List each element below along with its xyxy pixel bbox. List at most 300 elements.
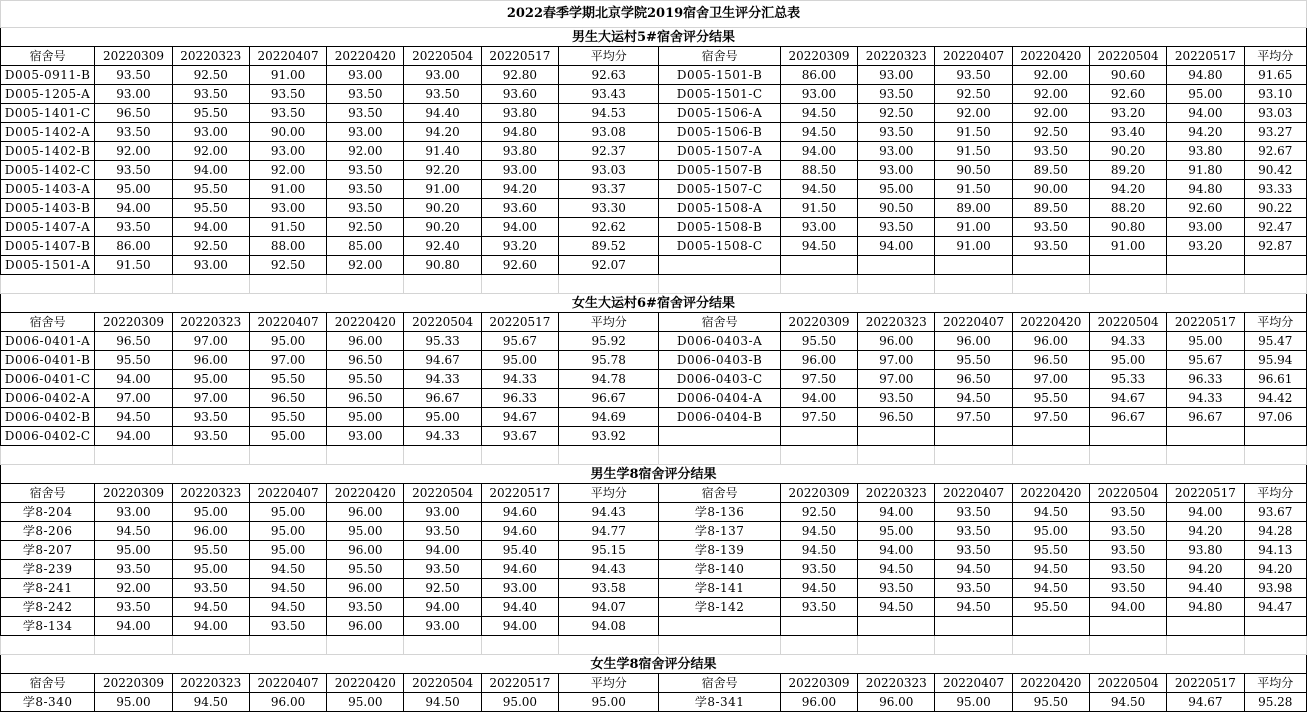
score-cell: 94.80 [1167,180,1244,199]
score-cell: 92.60 [1089,85,1166,104]
header-average: 平均分 [559,313,659,332]
section-spacer [1,446,1307,465]
room-number: 学8-204 [1,503,95,522]
header-date: 20220504 [1089,484,1166,503]
score-cell: 94.00 [1167,104,1244,123]
empty-cell [858,446,935,465]
score-cell: 95.00 [172,503,249,522]
score-cell: 91.50 [95,256,172,275]
score-cell: 96.67 [404,389,481,408]
score-cell: 95.50 [1012,389,1089,408]
empty-cell [1012,275,1089,294]
score-cell: 90.50 [858,199,935,218]
room-number: D005-1403-B [1,199,95,218]
table-row [1,123,1307,142]
room-number: D005-1507-B [659,161,780,180]
score-cell: 93.50 [95,123,172,142]
score-cell: 94.33 [404,427,481,446]
score-cell: 93.50 [935,579,1012,598]
score-cell: 91.80 [1167,161,1244,180]
score-cell: 96.33 [1167,370,1244,389]
score-cell: 90.60 [1089,66,1166,85]
average-score: 93.10 [1244,85,1306,104]
score-cell: 94.33 [1089,332,1166,351]
empty-cell [559,275,659,294]
score-cell: 95.50 [249,370,326,389]
score-cell: 95.50 [780,332,857,351]
score-cell: 93.00 [858,142,935,161]
room-number: 学8-141 [659,579,780,598]
score-cell: 93.50 [95,560,172,579]
header-average: 平均分 [1244,313,1306,332]
empty-cell [659,256,780,275]
header-room: 宿舍号 [659,47,780,66]
score-cell: 92.00 [249,161,326,180]
header-date: 20220323 [858,484,935,503]
score-cell: 96.00 [858,332,935,351]
room-number: 学8-341 [659,693,780,712]
score-cell: 94.80 [1167,66,1244,85]
score-cell: 93.50 [95,161,172,180]
score-cell: 93.50 [1012,237,1089,256]
average-score: 92.37 [559,142,659,161]
room-number: D005-1501-B [659,66,780,85]
score-cell: 95.00 [935,693,1012,712]
header-room: 宿舍号 [659,674,780,693]
average-score: 95.78 [559,351,659,370]
score-cell: 93.50 [1012,142,1089,161]
score-cell: 90.20 [404,199,481,218]
room-number: D006-0402-C [1,427,95,446]
score-cell: 94.50 [935,560,1012,579]
table-row [1,85,1307,104]
score-cell: 93.00 [404,503,481,522]
average-score: 94.28 [1244,522,1306,541]
average-score: 93.98 [1244,579,1306,598]
score-cell: 94.00 [780,142,857,161]
score-cell: 91.50 [935,180,1012,199]
empty-cell [1167,636,1244,655]
score-cell: 93.00 [249,142,326,161]
score-cell: 95.00 [327,522,404,541]
score-cell: 94.50 [780,180,857,199]
score-cell: 91.50 [935,123,1012,142]
score-cell: 96.50 [935,370,1012,389]
score-cell: 94.20 [1167,123,1244,142]
empty-cell [559,636,659,655]
header-date: 20220323 [172,484,249,503]
average-score: 89.52 [559,237,659,256]
empty-cell [659,446,780,465]
score-cell: 90.80 [404,256,481,275]
score-cell: 91.40 [404,142,481,161]
score-cell: 93.50 [858,218,935,237]
header-date: 20220420 [1012,47,1089,66]
score-cell: 95.50 [1012,598,1089,617]
table-row [1,389,1307,408]
score-cell: 94.00 [780,389,857,408]
table-row [1,408,1307,427]
empty-cell [481,275,558,294]
room-number: D005-1403-A [1,180,95,199]
empty-cell [1,446,95,465]
score-cell: 94.00 [172,617,249,636]
score-cell: 89.00 [935,199,1012,218]
score-cell: 92.00 [327,256,404,275]
score-cell: 89.50 [1012,161,1089,180]
score-cell: 95.00 [172,560,249,579]
score-cell: 93.60 [481,199,558,218]
score-cell: 92.00 [95,579,172,598]
empty-cell [249,636,326,655]
header-average: 平均分 [559,674,659,693]
section-title: 女生学8宿舍评分结果 [1,655,1307,674]
score-cell: 92.00 [1012,66,1089,85]
table-row [1,237,1307,256]
header-room: 宿舍号 [1,484,95,503]
score-cell: 94.40 [1167,579,1244,598]
score-cell: 93.67 [481,427,558,446]
score-cell: 93.50 [1089,560,1166,579]
table-row [1,560,1307,579]
score-cell: 95.50 [327,560,404,579]
score-cell: 93.50 [858,123,935,142]
average-score: 94.13 [1244,541,1306,560]
score-cell: 92.20 [404,161,481,180]
empty-cell [172,446,249,465]
table-row [1,541,1307,560]
table-row [1,332,1307,351]
empty-cell [935,427,1012,446]
score-cell: 93.00 [1167,218,1244,237]
score-cell: 93.00 [327,66,404,85]
score-cell: 95.33 [1089,370,1166,389]
score-cell: 93.00 [172,123,249,142]
score-cell: 95.00 [858,522,935,541]
section-title-row [1,655,1307,674]
empty-cell [1244,636,1306,655]
header-room: 宿舍号 [1,313,95,332]
score-cell: 93.50 [858,85,935,104]
score-cell: 94.20 [404,123,481,142]
average-score: 93.30 [559,199,659,218]
average-score: 97.06 [1244,408,1306,427]
score-cell: 95.40 [481,541,558,560]
score-cell: 96.67 [1089,408,1166,427]
header-average: 平均分 [559,484,659,503]
empty-cell [1,275,95,294]
score-cell: 95.00 [249,427,326,446]
average-score: 94.43 [559,503,659,522]
score-cell: 95.00 [249,332,326,351]
score-cell: 93.50 [172,427,249,446]
room-number: 学8-139 [659,541,780,560]
header-date: 20220517 [481,674,558,693]
average-score: 90.22 [1244,199,1306,218]
score-cell: 95.00 [95,180,172,199]
table-row [1,218,1307,237]
room-number: D006-0404-B [659,408,780,427]
section-title-row [1,28,1307,47]
room-number: D005-1402-C [1,161,95,180]
header-date: 20220309 [95,47,172,66]
header-date: 20220504 [404,484,481,503]
score-cell: 93.50 [1089,522,1166,541]
score-cell: 93.50 [935,503,1012,522]
header-date: 20220323 [858,47,935,66]
header-date: 20220517 [481,484,558,503]
score-cell: 96.00 [172,351,249,370]
score-cell: 94.50 [172,598,249,617]
room-number: D005-1506-A [659,104,780,123]
score-cell: 97.00 [95,389,172,408]
score-cell: 94.33 [481,370,558,389]
empty-cell [935,256,1012,275]
score-cell: 96.00 [780,351,857,370]
score-cell: 94.00 [95,370,172,389]
score-cell: 93.50 [1089,503,1166,522]
room-number: D005-1507-C [659,180,780,199]
average-score: 96.61 [1244,370,1306,389]
score-cell: 94.60 [481,560,558,579]
average-score: 94.20 [1244,560,1306,579]
score-cell: 94.67 [404,351,481,370]
average-score: 95.28 [1244,693,1306,712]
score-cell: 95.50 [172,199,249,218]
score-cell: 92.50 [172,66,249,85]
score-cell: 94.50 [780,237,857,256]
score-cell: 90.00 [249,123,326,142]
empty-cell [780,636,857,655]
score-cell: 93.20 [481,237,558,256]
header-date: 20220420 [1012,484,1089,503]
empty-cell [559,446,659,465]
header-date: 20220420 [327,484,404,503]
header-room: 宿舍号 [659,313,780,332]
average-score: 92.63 [559,66,659,85]
score-cell: 93.50 [95,598,172,617]
empty-cell [481,636,558,655]
score-cell: 94.20 [1167,522,1244,541]
section-spacer [1,275,1307,294]
score-cell: 91.50 [249,218,326,237]
score-cell: 95.50 [1012,693,1089,712]
empty-cell [1012,617,1089,636]
header-date: 20220504 [1089,674,1166,693]
section-spacer [1,636,1307,655]
score-cell: 95.00 [327,693,404,712]
room-number: 学8-134 [1,617,95,636]
table-row [1,503,1307,522]
score-cell: 97.50 [780,370,857,389]
average-score: 92.67 [1244,142,1306,161]
score-cell: 93.80 [1167,142,1244,161]
empty-cell [659,636,780,655]
empty-cell [172,636,249,655]
score-cell: 93.50 [327,161,404,180]
table-row [1,693,1307,712]
score-cell: 93.50 [327,85,404,104]
score-cell: 96.50 [1012,351,1089,370]
score-cell: 96.00 [858,693,935,712]
score-cell: 95.50 [1012,541,1089,560]
room-number: D006-0401-C [1,370,95,389]
score-cell: 93.40 [1089,123,1166,142]
score-cell: 93.50 [95,66,172,85]
empty-cell [1012,446,1089,465]
average-score: 94.07 [559,598,659,617]
score-cell: 91.00 [249,180,326,199]
room-number: 学8-140 [659,560,780,579]
header-average: 平均分 [1244,47,1306,66]
score-cell: 93.50 [1012,218,1089,237]
score-cell: 95.67 [1167,351,1244,370]
score-cell: 94.00 [858,503,935,522]
score-cell: 92.80 [481,66,558,85]
header-date: 20220504 [404,47,481,66]
score-cell: 94.67 [1089,389,1166,408]
score-cell: 94.50 [780,123,857,142]
header-date: 20220407 [249,674,326,693]
score-cell: 92.50 [172,237,249,256]
table-row [1,351,1307,370]
score-cell: 93.50 [935,66,1012,85]
score-cell: 97.50 [780,408,857,427]
score-cell: 93.50 [780,560,857,579]
score-cell: 93.00 [858,66,935,85]
score-cell: 95.00 [1167,332,1244,351]
score-cell: 93.50 [172,579,249,598]
score-cell: 93.50 [780,598,857,617]
room-number: D006-0404-A [659,389,780,408]
header-date: 20220420 [1012,313,1089,332]
score-cell: 95.00 [95,541,172,560]
score-cell: 93.20 [1089,104,1166,123]
score-cell: 92.00 [327,142,404,161]
score-cell: 93.50 [249,85,326,104]
header-row [1,313,1307,332]
score-cell: 91.00 [404,180,481,199]
score-cell: 96.67 [1167,408,1244,427]
room-number: D006-0403-A [659,332,780,351]
empty-cell [1012,427,1089,446]
room-number: 学8-142 [659,598,780,617]
header-date: 20220309 [95,484,172,503]
score-cell: 94.20 [1167,560,1244,579]
score-cell: 93.50 [858,389,935,408]
score-cell: 92.50 [327,218,404,237]
room-number: D006-0402-A [1,389,95,408]
average-score: 94.69 [559,408,659,427]
empty-cell [1089,256,1166,275]
header-date: 20220517 [1167,47,1244,66]
score-cell: 95.00 [481,351,558,370]
score-cell: 94.67 [481,408,558,427]
score-cell: 93.20 [1167,237,1244,256]
empty-cell [404,446,481,465]
average-score: 91.65 [1244,66,1306,85]
average-score: 94.53 [559,104,659,123]
header-room: 宿舍号 [1,674,95,693]
score-cell: 94.67 [1167,693,1244,712]
room-number: D006-0403-B [659,351,780,370]
score-cell: 89.20 [1089,161,1166,180]
score-cell: 88.20 [1089,199,1166,218]
score-cell: 91.50 [780,199,857,218]
table-row [1,617,1307,636]
score-cell: 91.00 [249,66,326,85]
score-cell: 95.00 [172,370,249,389]
empty-cell [858,617,935,636]
score-cell: 95.00 [249,541,326,560]
average-score: 94.47 [1244,598,1306,617]
table-row [1,142,1307,161]
score-cell: 92.00 [1012,104,1089,123]
empty-cell [249,275,326,294]
average-score: 94.77 [559,522,659,541]
score-cell: 92.00 [172,142,249,161]
average-score: 94.08 [559,617,659,636]
score-cell: 97.50 [935,408,1012,427]
score-cell: 94.50 [780,522,857,541]
score-cell: 86.00 [780,66,857,85]
header-date: 20220504 [1089,47,1166,66]
score-cell: 93.80 [481,142,558,161]
room-number: D005-1501-C [659,85,780,104]
header-room: 宿舍号 [1,47,95,66]
header-date: 20220407 [935,674,1012,693]
score-cell: 96.50 [327,389,404,408]
score-cell: 94.50 [858,598,935,617]
score-cell: 93.50 [1089,541,1166,560]
empty-cell [95,446,172,465]
empty-cell [780,256,857,275]
room-number: D006-0401-B [1,351,95,370]
score-cell: 93.50 [327,180,404,199]
header-date: 20220420 [1012,674,1089,693]
header-date: 20220309 [780,674,857,693]
empty-cell [404,636,481,655]
empty-cell [1012,636,1089,655]
average-score: 96.67 [559,389,659,408]
header-date: 20220517 [1167,484,1244,503]
header-date: 20220517 [481,313,558,332]
room-number: D005-1508-C [659,237,780,256]
score-cell: 97.00 [249,351,326,370]
score-cell: 93.80 [481,104,558,123]
average-score: 92.07 [559,256,659,275]
empty-cell [1244,256,1306,275]
empty-cell [780,427,857,446]
score-cell: 95.00 [858,180,935,199]
score-cell: 93.50 [172,85,249,104]
average-score: 93.03 [1244,104,1306,123]
room-number: D005-1205-A [1,85,95,104]
score-cell: 93.00 [404,66,481,85]
score-cell: 86.00 [95,237,172,256]
score-cell: 96.00 [327,503,404,522]
score-cell: 94.50 [172,693,249,712]
score-cell: 92.50 [780,503,857,522]
empty-cell [935,446,1012,465]
section-title-row [1,294,1307,313]
header-average: 平均分 [559,47,659,66]
score-cell: 94.33 [404,370,481,389]
average-score: 90.42 [1244,161,1306,180]
empty-cell [858,636,935,655]
score-cell: 93.00 [327,123,404,142]
score-cell: 96.50 [95,332,172,351]
